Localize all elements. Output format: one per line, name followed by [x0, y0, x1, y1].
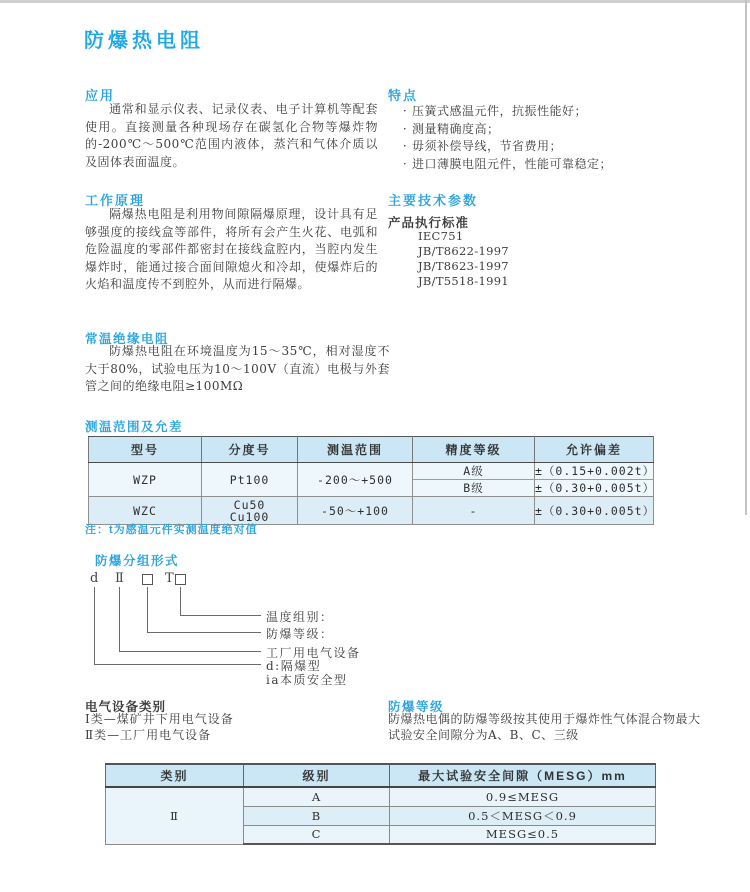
- diagram-symbol-t: T: [165, 571, 174, 586]
- feature-text: 毋须补偿导线，节省费用；: [412, 139, 563, 153]
- range-table-heading: 测温范围及允差: [85, 420, 184, 434]
- range-tolerance-table: [88, 436, 654, 525]
- bullet-icon: ·: [402, 156, 408, 171]
- bullet-icon: ·: [402, 121, 408, 136]
- tech-params-heading: 主要技术参数: [388, 193, 479, 208]
- model-code-diagram: [85, 571, 515, 691]
- cell-level: C: [244, 825, 390, 844]
- cell-range: -50～+100: [298, 497, 413, 525]
- cell-mesg: 0.5＜MESG＜0.9: [390, 806, 656, 825]
- standard-item: JB/T8623-1997: [418, 259, 509, 273]
- cell-grade-b: B级: [413, 480, 535, 497]
- insulation-body: 防爆热电阻在环境温度为15～35℃，相对湿度不大于80%，试验电压为10～100V（直流）电极与外套管之间的绝缘电阻≥100MΩ: [85, 344, 390, 393]
- graduation-line: Cu50: [233, 497, 266, 512]
- cell-grade: -: [413, 497, 535, 525]
- col-header-model: 型号: [89, 437, 202, 463]
- diagram-label-factory-equipment: 工厂用电气设备: [266, 646, 361, 660]
- mesg-table: [105, 763, 656, 845]
- col-header-category: 类别: [106, 764, 244, 787]
- equipment-item: Ⅱ类—工厂用电气设备: [85, 727, 212, 742]
- feature-item: [398, 138, 698, 156]
- bullet-icon: ·: [402, 104, 408, 118]
- cell-category: Ⅱ: [106, 787, 244, 844]
- diagram-connector-line: [180, 615, 261, 616]
- feature-text: 压簧式感温元件，抗振性能好；: [412, 104, 588, 118]
- feature-item: [398, 156, 698, 174]
- diagram-connector-line: [119, 587, 120, 651]
- cell-graduation: Pt100: [202, 463, 298, 497]
- exp-grade-body: 防爆热电偶的防爆等级按其使用于爆炸性气体混合物最大试验安全间隙分为A、B、C、三级: [388, 712, 701, 742]
- diagram-connector-line: [147, 632, 261, 633]
- feature-text: 测量精确度高；: [412, 121, 500, 136]
- cell-deviation-a: ±（0.15+0.002t）: [535, 464, 656, 478]
- diagram-label-temp-group: 温度组别：: [266, 610, 334, 624]
- graduation-line: Cu100: [229, 509, 270, 524]
- diagram-connector-line: [94, 664, 261, 665]
- diagram-symbol-class: Ⅱ: [115, 571, 124, 586]
- standard-item: JB/T5518-1991: [418, 274, 509, 288]
- cell-model: WZC: [89, 497, 202, 525]
- equipment-item: Ⅰ类—煤矿井下用电气设备: [85, 712, 234, 726]
- diagram-label-intrinsic-safe: ia本质安全型: [266, 673, 348, 687]
- principle-heading: 工作原理: [85, 193, 146, 208]
- equipment-heading: 电气设备类别: [85, 700, 167, 714]
- table-header-row: [106, 764, 656, 787]
- standards-subheading: 产品执行标准: [388, 216, 470, 230]
- table-header-row: [89, 437, 654, 463]
- col-header-level: 级别: [244, 764, 390, 787]
- exp-grade-heading: 防爆等级: [388, 700, 445, 714]
- feature-text: 进口薄膜电阻元件，性能可靠稳定；: [412, 156, 613, 171]
- standard-item: JB/T8622-1997: [418, 244, 509, 258]
- diagram-label-exp-grade: 防爆等级：: [266, 627, 334, 641]
- feature-item: [398, 121, 698, 139]
- cell-grade-a: A级: [413, 463, 535, 480]
- standards-list: [418, 229, 509, 289]
- diagram-box-icon: [175, 574, 186, 585]
- cell-model: WZP: [89, 463, 202, 497]
- diagram-connector-line: [180, 587, 181, 615]
- diagram-connector-line: [119, 651, 261, 652]
- page-right-rule: [745, 0, 747, 515]
- col-header-graduation: 分度号: [202, 437, 298, 463]
- table-note: 注：t为感温元件实测温度绝对值: [85, 524, 258, 536]
- cell-deviation: ±（0.30+0.005t）: [535, 497, 654, 525]
- principle-body: 隔爆热电阻是利用物间隙隔爆原理，设计具有足够强度的接线盒等部件，将所有会产生火花、电弧和危险温度的零部件都密封在接线盒腔内，当腔内发生爆炸时，能通过接合面间隙熄火和冷却，使爆炸后的火焰和温度传不到腔外，从而进行隔爆。: [85, 207, 378, 291]
- grouping-heading: 防爆分组形式: [95, 554, 180, 568]
- cell-level: B: [244, 806, 390, 825]
- page-top-rule: [0, 0, 750, 3]
- table-row-wzp-a: [89, 463, 654, 480]
- application-body: 通常和显示仪表、记录仪表、电子计算机等配套使用。直接测量各种现场存在碳氢化合物等爆炸物的-200℃～500℃范围内液体，蒸汽和气体介质以及固体表面温度。: [85, 102, 378, 169]
- table-row-a: [106, 787, 656, 806]
- diagram-box-icon: [142, 574, 153, 585]
- col-header-range: 测温范围: [298, 437, 413, 463]
- diagram-connector-line: [94, 587, 95, 664]
- features-heading: 特点: [388, 88, 419, 103]
- standard-item: IEC751: [418, 229, 464, 243]
- cell-level: A: [244, 787, 390, 806]
- features-list: [398, 103, 698, 173]
- diagram-symbol-d: d: [90, 571, 99, 586]
- col-header-deviation: 允许偏差: [535, 437, 654, 463]
- cell-mesg: MESG≤0.5: [390, 825, 656, 844]
- equipment-list: [85, 712, 234, 743]
- feature-item: [398, 103, 698, 121]
- bullet-icon: ·: [402, 139, 408, 153]
- col-header-accuracy: 精度等级: [413, 437, 535, 463]
- col-header-mesg: 最大试验安全间隙（MESG）mm: [390, 764, 656, 787]
- diagram-connector-line: [147, 587, 148, 632]
- insulation-heading: 常温绝缘电阻: [85, 332, 170, 346]
- cell-mesg: 0.9≤MESG: [390, 787, 656, 806]
- cell-range: -200～+500: [298, 463, 413, 497]
- diagram-label-flameproof: d:隔爆型: [266, 659, 322, 673]
- cell-deviation-b: ±（0.30+0.005t）: [535, 481, 656, 495]
- application-heading: 应用: [85, 88, 116, 103]
- page-title: 防爆热电阻: [84, 28, 204, 52]
